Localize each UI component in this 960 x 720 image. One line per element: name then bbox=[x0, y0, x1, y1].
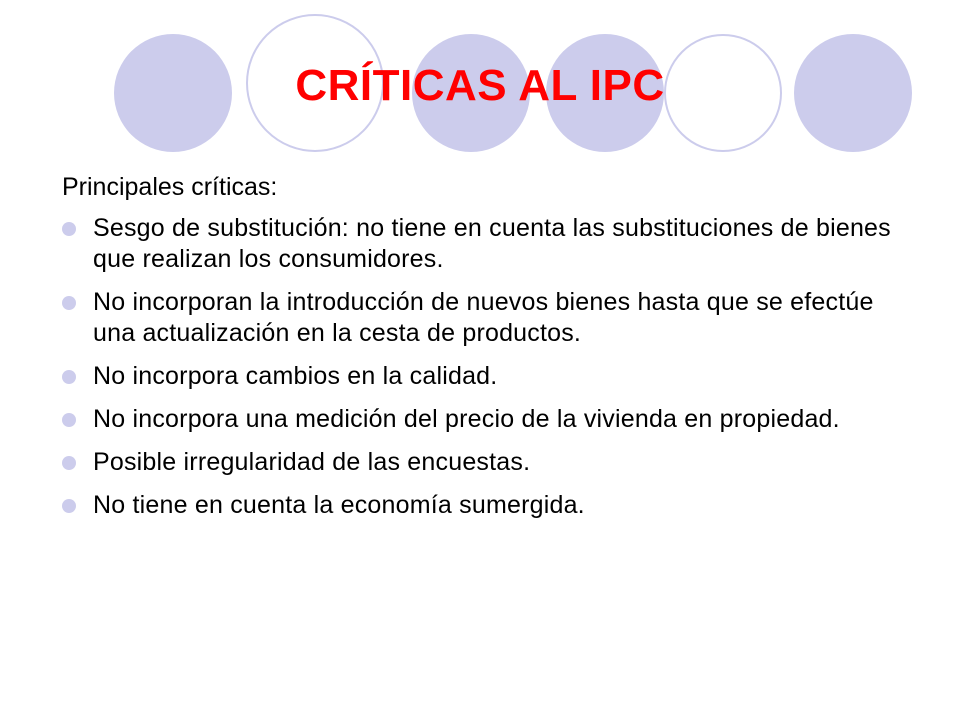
bullet-text: No tiene en cuenta la economía sumergida. bbox=[93, 491, 585, 519]
slide-content bbox=[62, 172, 912, 533]
bullet-text: No incorpora cambios en la calidad. bbox=[93, 362, 498, 390]
bullet-text: Posible irregularidad de las encuestas. bbox=[93, 448, 531, 476]
bullet-list bbox=[62, 213, 912, 521]
bullet-dot-icon bbox=[62, 222, 76, 236]
slide-title: CRÍTICAS AL IPC bbox=[295, 61, 665, 110]
bullet-item bbox=[62, 361, 912, 392]
bullet-item bbox=[62, 490, 912, 521]
bullet-dot-icon bbox=[62, 370, 76, 384]
bullet-dot-icon bbox=[62, 456, 76, 470]
bullet-dot-icon bbox=[62, 499, 76, 513]
bullet-dot-icon bbox=[62, 296, 76, 310]
bullet-text: No incorporan la introducción de nuevos bienes hasta que se efectúe una actualización en la cesta de productos. bbox=[93, 288, 874, 347]
bullet-item bbox=[62, 287, 912, 349]
bullet-text: No incorpora una medición del precio de la vivienda en propiedad. bbox=[93, 405, 840, 433]
bullet-text: Sesgo de substitución: no tiene en cuenta las substituciones de bienes que realizan los consumidores. bbox=[93, 214, 891, 273]
slide-subtitle: Principales críticas: bbox=[62, 173, 278, 201]
bullet-item bbox=[62, 213, 912, 275]
bullet-item bbox=[62, 404, 912, 435]
bullet-item bbox=[62, 447, 912, 478]
bullet-dot-icon bbox=[62, 413, 76, 427]
